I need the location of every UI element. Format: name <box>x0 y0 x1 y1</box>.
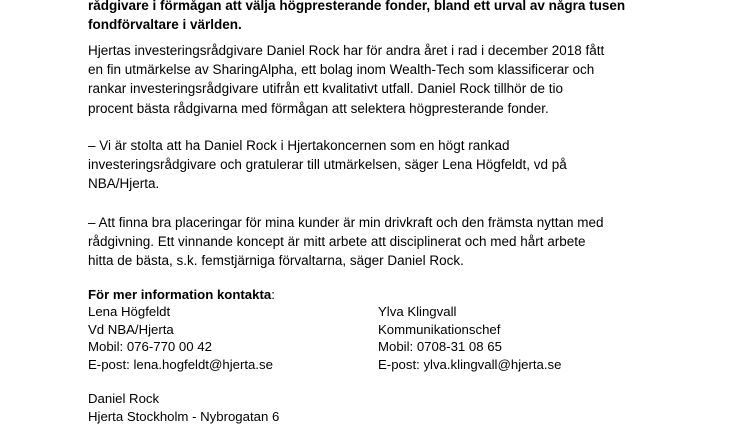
contact-office: Hjerta Stockholm - Nybrogatan 6 <box>88 408 280 424</box>
paragraph-line: – Att finna bra placeringar för mina kunder är min drivkraft och den främsta nyttan med <box>88 215 604 230</box>
contact-heading-text: För mer information kontakta <box>88 287 272 302</box>
paragraph-line: hitta de bästa, s.k. femstjärniga förvaltarna, säger Daniel Rock. <box>88 253 464 269</box>
contact-name: Lena Högfeldt <box>88 304 171 319</box>
contact-heading <box>88 286 275 304</box>
lead-line: rådgivare i förmågan att välja högpresterande fonder, bland ett urval av några tusen <box>88 0 626 13</box>
contact-card-ylva <box>378 303 561 373</box>
body-paragraph-quote-lena <box>88 136 688 194</box>
contact-name: Daniel Rock <box>88 391 160 406</box>
contact-email[interactable]: E-post: lena.hogfeldt@hjerta.se <box>88 356 273 372</box>
lead-line: fondförvaltare i världen. <box>88 17 242 32</box>
contact-phone: Mobil: 0708-31 08 65 <box>378 339 502 355</box>
paragraph-line: Hjertas investeringsrådgivare Daniel Rock har för andra året i rad i december 2018 fått <box>88 43 605 58</box>
contact-name: Ylva Klingvall <box>378 304 457 319</box>
paragraph-line: investeringsrådgivare och gratulerar till utmärkelsen, säger Lena Högfeldt, vd på <box>88 157 567 173</box>
paragraph-line: rankar investeringsrådgivare utifrån ett kvalitativt utfall. Daniel Rock tillhör de tio <box>88 81 563 97</box>
contact-title: Kommunikationschef <box>378 321 501 337</box>
contact-card-lena <box>88 303 273 373</box>
paragraph-line: en fin utmärkelse av SharingAlpha, ett bolag inom Wealth-Tech som klassificerar och <box>88 62 595 78</box>
contact-heading-colon: : <box>271 287 275 302</box>
paragraph-line: rådgivning. Ett vinnande koncept är mitt arbete att disciplinerat och med hårt arbete <box>88 234 586 250</box>
body-paragraph-quote-daniel <box>88 213 688 271</box>
contact-phone: Mobil: 076-770 00 42 <box>88 339 212 355</box>
paragraph-line: – Vi är stolta att ha Daniel Rock i Hjertakoncernen som en högt rankad <box>88 138 510 153</box>
paragraph-line: procent bästa rådgivarna med förmågan att selektera högpresterande fonder. <box>88 100 549 116</box>
paragraph-line: NBA/Hjerta. <box>88 176 160 192</box>
contact-card-daniel <box>88 390 279 425</box>
lead-paragraph <box>88 0 668 34</box>
contact-email[interactable]: E-post: ylva.klingvall@hjerta.se <box>378 356 562 372</box>
body-paragraph-award <box>88 41 688 118</box>
contact-title: Vd NBA/Hjerta <box>88 321 174 337</box>
